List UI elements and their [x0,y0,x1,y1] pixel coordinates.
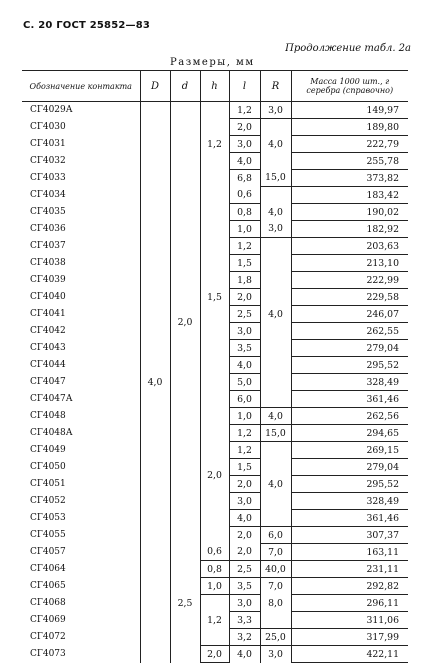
mass-cell: 246,07 [291,306,408,323]
contact-name: СГ4052 [30,495,66,506]
contact-name: СГ4030 [30,121,66,132]
R-cell: 8,0 [260,595,291,612]
R-cell [260,442,291,459]
l-cell: 3,2 [229,629,260,646]
l-cell: 4,0 [229,357,260,374]
contact-name: СГ4043 [30,342,66,353]
contacts-table [22,70,408,663]
contact-name: СГ4038 [30,257,66,268]
l-cell: 1,2 [229,238,260,255]
contact-name: СГ4035 [30,206,66,217]
contact-name: СГ4048А [30,427,73,438]
merged-d-cell: 2,5 [170,544,200,663]
contact-name: СГ4036 [30,223,66,234]
mass-cell: 183,42 [291,187,408,204]
col-d-header: d [170,71,200,102]
contact-name: СГ4034 [30,189,66,200]
l-cell: 3,5 [229,578,260,595]
col-h-header: h [200,71,229,102]
mass-cell: 296,11 [291,595,408,612]
mass-cell: 422,11 [291,646,408,663]
table-row [22,646,408,663]
R-cell: 15,0 [260,425,291,442]
col-l-header: l [229,71,260,102]
contact-name: СГ4047А [30,393,73,404]
mass-cell: 295,52 [291,476,408,493]
mass-cell: 262,56 [291,408,408,425]
R-cell [260,255,291,272]
contact-name: СГ4051 [30,478,66,489]
mass-cell: 222,79 [291,136,408,153]
table-row [22,561,408,578]
R-cell [260,357,291,374]
l-cell: 1,5 [229,255,260,272]
mass-cell: 189,80 [291,119,408,136]
l-cell: 4,0 [229,510,260,527]
contact-name: СГ4049 [30,444,66,455]
mass-cell: 373,82 [291,170,408,187]
R-cell [260,187,291,204]
l-cell: 2,0 [229,544,260,561]
R-cell: 7,0 [260,578,291,595]
mass-cell: 222,99 [291,272,408,289]
h-cell: 0,6 [200,544,229,561]
R-cell: 3,0 [260,646,291,663]
contact-name: СГ4073 [30,648,66,659]
l-cell: 4,0 [229,646,260,663]
contact-name: СГ4042 [30,325,66,336]
l-cell: 1,2 [229,425,260,442]
h-cell: 0,8 [200,561,229,578]
R-cell: 4,0 [260,204,291,221]
contact-name: СГ4031 [30,138,66,149]
mass-cell: 203,63 [291,238,408,255]
contact-name: СГ4057 [30,546,66,557]
mass-cell: 255,78 [291,153,408,170]
l-cell: 2,0 [229,527,260,544]
l-cell: 1,2 [229,442,260,459]
l-cell: 2,0 [229,289,260,306]
contact-name: СГ4037 [30,240,66,251]
col-mass-header: Масса 1000 шт., г серебра (справочно) [291,71,408,102]
h-cell: 1,0 [200,578,229,595]
contact-name: СГ4050 [30,461,66,472]
mass-cell: 190,02 [291,204,408,221]
l-cell: 3,0 [229,493,260,510]
h-cell: 2,0 [200,646,229,663]
mass-cell: 182,92 [291,221,408,238]
l-cell: 1,0 [229,408,260,425]
R-cell [260,238,291,255]
mass-cell: 311,06 [291,612,408,629]
l-cell: 1,8 [229,272,260,289]
l-cell: 2,0 [229,119,260,136]
contact-name: СГ4029А [30,104,73,115]
mass-cell: 262,55 [291,323,408,340]
l-cell: 0,8 [229,204,260,221]
table-row [22,578,408,595]
R-cell: 3,0 [260,102,291,119]
mass-cell: 317,99 [291,629,408,646]
R-cell [260,612,291,629]
l-cell: 3,0 [229,323,260,340]
col-name-header: Обозначение контакта [22,71,140,102]
table-row [22,102,408,119]
R-cell: 6,0 [260,527,291,544]
mass-cell: 361,46 [291,391,408,408]
R-cell [260,340,291,357]
R-cell [260,119,291,136]
contact-name: СГ4033 [30,172,66,183]
continuation-label: Продолжение табл. 2а [285,43,411,54]
l-cell: 6,0 [229,391,260,408]
mass-cell: 229,58 [291,289,408,306]
mass-cell: 292,82 [291,578,408,595]
R-cell [260,289,291,306]
l-cell: 1,5 [229,459,260,476]
col-R-header: R [260,71,291,102]
l-cell: 2,5 [229,561,260,578]
contact-name: СГ4032 [30,155,66,166]
mass-cell: 269,15 [291,442,408,459]
R-cell [260,323,291,340]
page-header: С. 20 ГОСТ 25852—83 [23,20,151,31]
mass-cell: 361,46 [291,510,408,527]
merged-h-cell: 1,2 [200,102,229,187]
R-cell [260,493,291,510]
R-cell: 3,0 [260,221,291,238]
col-D-header: D [140,71,170,102]
merged-h-cell: 1,5 [200,187,229,408]
R-cell: 40,0 [260,561,291,578]
contact-name: СГ4044 [30,359,66,370]
table-row [22,187,408,204]
R-cell: 4,0 [260,476,291,493]
contact-name: СГ4040 [30,291,66,302]
mass-cell: 328,49 [291,493,408,510]
l-cell: 5,0 [229,374,260,391]
R-cell [260,153,291,170]
contact-name: СГ4039 [30,274,66,285]
R-cell: 4,0 [260,136,291,153]
l-cell: 2,5 [229,306,260,323]
l-cell: 2,0 [229,476,260,493]
l-cell: 1,0 [229,221,260,238]
l-cell: 4,0 [229,153,260,170]
mass-cell: 213,10 [291,255,408,272]
mass-cell: 307,37 [291,527,408,544]
contact-name: СГ4068 [30,597,66,608]
l-cell: 6,8 [229,170,260,187]
contact-name: СГ4041 [30,308,66,319]
table-row [22,595,408,612]
R-cell: 4,0 [260,408,291,425]
mass-cell: 149,97 [291,102,408,119]
R-cell [260,459,291,476]
l-cell: 0,6 [229,187,260,204]
R-cell: 15,0 [260,170,291,187]
R-cell [260,510,291,527]
mass-cell: 279,04 [291,340,408,357]
merged-h-cell: 2,0 [200,408,229,544]
contact-name: СГ4047 [30,376,66,387]
l-cell: 3,3 [229,612,260,629]
contact-name: СГ4069 [30,614,66,625]
table-row [22,544,408,561]
R-cell: 7,0 [260,544,291,561]
merged-h-cell: 1,2 [200,595,229,646]
l-cell: 3,0 [229,136,260,153]
table-row [22,408,408,425]
sizes-label: Размеры, мм [170,57,255,68]
contact-name: СГ4065 [30,580,66,591]
l-cell: 3,0 [229,595,260,612]
contact-name: СГ4048 [30,410,66,421]
R-cell [260,272,291,289]
mass-cell: 231,11 [291,561,408,578]
R-cell [260,391,291,408]
contact-name: СГ4053 [30,512,66,523]
contact-name: СГ4064 [30,563,66,574]
table-header-row [22,71,408,102]
mass-cell: 295,52 [291,357,408,374]
merged-d-cell: 2,0 [170,102,200,544]
R-cell: 4,0 [260,306,291,323]
merged-D-cell: 4,0 [140,102,170,663]
contact-name: СГ4055 [30,529,66,540]
l-cell: 1,2 [229,102,260,119]
mass-cell: 163,11 [291,544,408,561]
contact-name: СГ4072 [30,631,66,642]
l-cell: 3,5 [229,340,260,357]
R-cell [260,374,291,391]
R-cell: 25,0 [260,629,291,646]
mass-cell: 328,49 [291,374,408,391]
mass-cell: 294,65 [291,425,408,442]
mass-cell: 279,04 [291,459,408,476]
